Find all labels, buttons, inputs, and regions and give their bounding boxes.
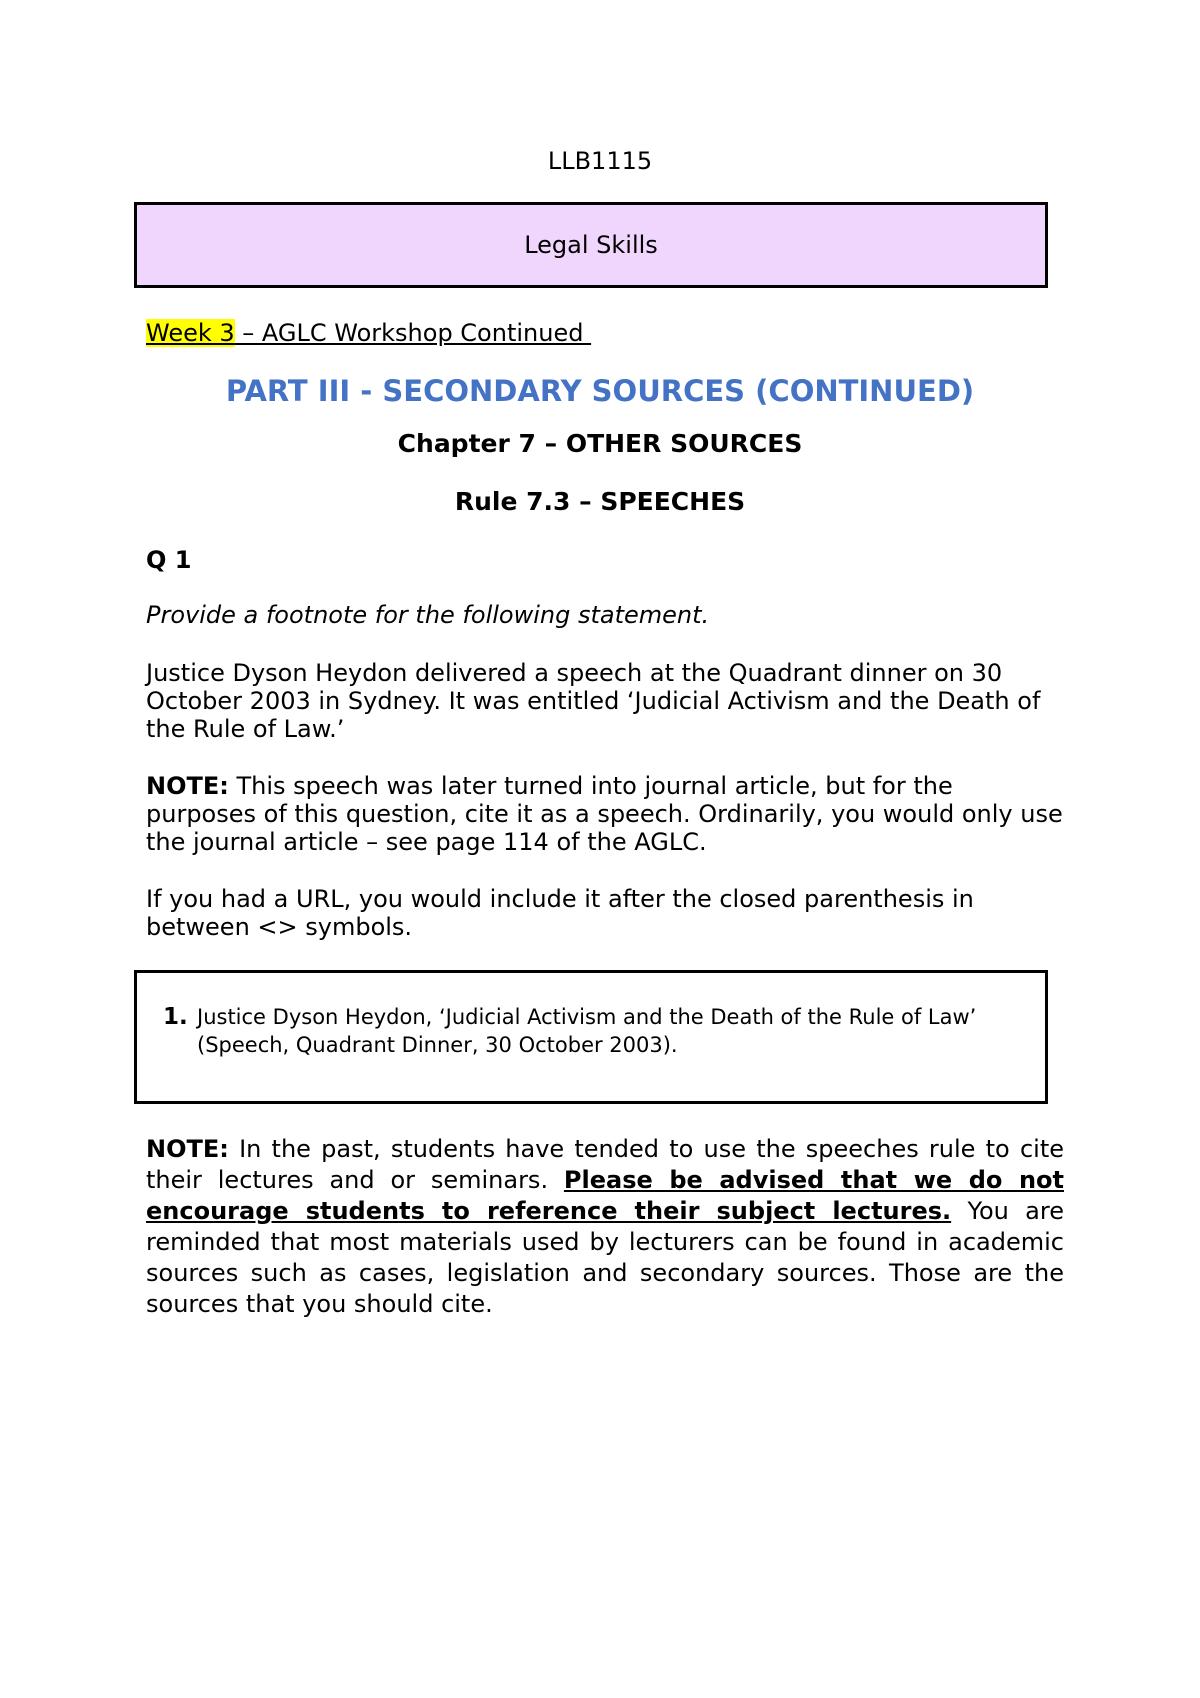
speech-note — [146, 772, 1066, 856]
final-note-text-after: You are reminded that most materials used by lecturers can be found in academic sources such as cases, legislation and secondary sources. Those are the sources that you should cite. — [146, 1197, 1064, 1318]
part-heading: PART III - SECONDARY SOURCES (CONTINUED) — [225, 374, 975, 408]
course-code: LLB1115 — [547, 147, 653, 175]
week-label: Week 3 — [146, 319, 235, 347]
footnote-text: Justice Dyson Heydon, ‘Judicial Activism and the Death of the Rule of Law’ (Speech, Quadrant Dinner, 30 October 2003). — [197, 1005, 977, 1057]
final-note-emphasis: Please be advised that we do not encourage students to reference their subject lectures. — [146, 1166, 1064, 1225]
subject-box — [134, 202, 1048, 288]
speech-note-label: NOTE: — [146, 772, 229, 800]
final-note — [146, 1134, 1064, 1320]
answer-box — [134, 970, 1048, 1104]
week-heading — [146, 318, 591, 348]
subject-title: Legal Skills — [524, 231, 658, 259]
question-instruction: Provide a footnote for the following statement. — [146, 601, 710, 629]
chapter-heading: Chapter 7 – OTHER SOURCES — [397, 429, 803, 458]
footnote-answer — [163, 1003, 1023, 1059]
final-note-text-before: In the past, students have tended to use the speeches rule to cite their lectures and or seminars. — [146, 1135, 1064, 1194]
question-statement: Justice Dyson Heydon delivered a speech at the Quadrant dinner on 30 October 2003 in Sydney. It was entitled ‘Judicial Activism and the Death of the Rule of Law.’ — [146, 659, 1041, 743]
speech-note-text: This speech was later turned into journal article, but for the purposes of this question, cite it as a speech. Ordinarily, you would only use the journal article – see page 114 of the AGLC. — [146, 772, 1063, 856]
url-note: If you had a URL, you would include it after the closed parenthesis in between <> symbols. — [146, 885, 974, 941]
question-label: Q 1 — [146, 546, 192, 574]
week-topic: – AGLC Workshop Continued — [234, 319, 592, 347]
final-note-label: NOTE: — [146, 1135, 229, 1163]
rule-heading: Rule 7.3 – SPEECHES — [454, 487, 746, 516]
footnote-number: 1. — [163, 1004, 188, 1030]
